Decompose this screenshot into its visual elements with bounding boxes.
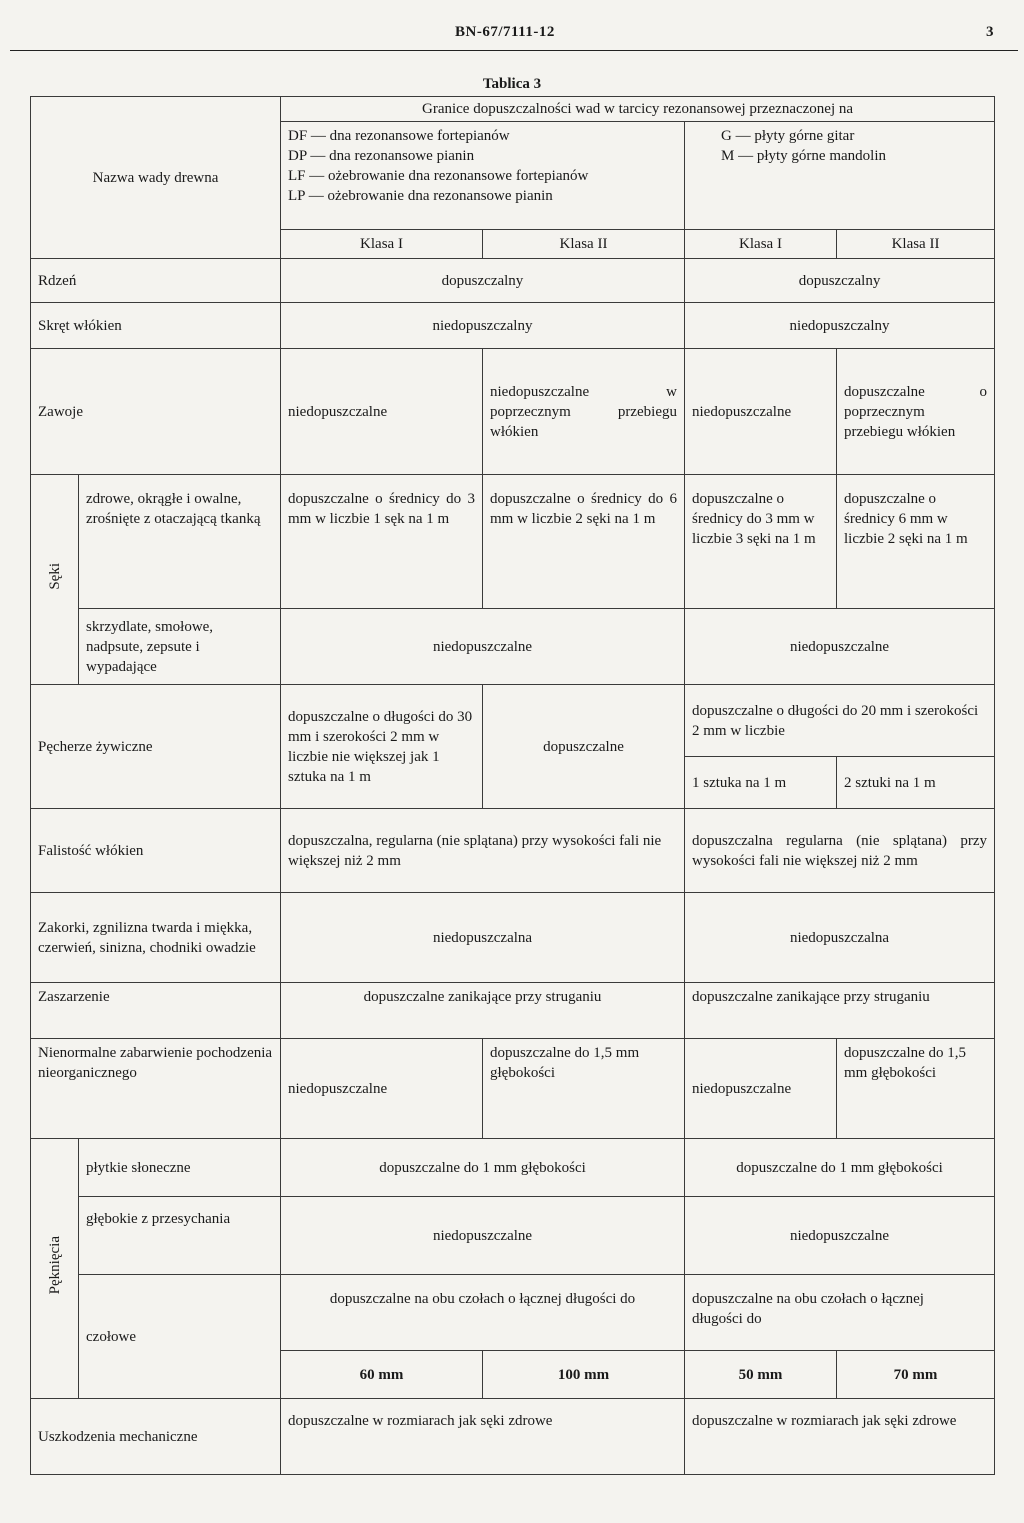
class-header-g1-k2: Klasa II bbox=[483, 230, 685, 259]
falistosc-g1: dopuszczalna, regularna (nie splątana) przy wysokości fali nie większej niż 2 mm bbox=[281, 809, 685, 893]
seki-zdrowe-g2-k1: dopuszczalne o średnicy do 3 mm w liczbie 3 sęki na 1 m bbox=[685, 475, 837, 609]
defects-table bbox=[30, 96, 995, 1475]
zabarwienie-g1-k2: dopuszczalne do 1,5 mm głębokości bbox=[483, 1039, 685, 1139]
falistosc-g2: dopuszczalna regularna (nie splątana) przy wysokości fali nie większej niż 2 mm bbox=[685, 809, 995, 893]
zakorki-g2: niedopuszczalna bbox=[685, 893, 995, 983]
group-label-seki: Sęki bbox=[46, 563, 63, 590]
seki-zdrowe-g2-k2: dopuszczalne o średnicy 6 mm w liczbie 2 sęki na 1 m bbox=[837, 475, 995, 609]
row-name-czolowe: czołowe bbox=[79, 1275, 281, 1399]
abbr-g: G — płyty górne gitar bbox=[721, 128, 855, 144]
skret-g2: niedopuszczalny bbox=[685, 303, 995, 349]
pecherze-g1-k2: dopuszczalne bbox=[483, 685, 685, 809]
pecherze-g2: dopuszczalne o długości do 20 mm i szerokości 2 mm w liczbie bbox=[685, 685, 995, 757]
seki-zdrowe-g1-k1: dopuszczalne o średnicy do 3 mm w liczbie 1 sęk na 1 m bbox=[281, 475, 483, 609]
abbr-dp: DP — dna rezonansowe pianin bbox=[288, 148, 475, 164]
czolowe-g2-k1: 50 mm bbox=[685, 1351, 837, 1399]
czolowe-g1-k2: 100 mm bbox=[483, 1351, 685, 1399]
pecherze-g2-k1: 1 sztuka na 1 m bbox=[685, 757, 837, 809]
page-header bbox=[0, 22, 1024, 48]
seki-zdrowe-g1-k2: dopuszczalne o średnicy do 6 mm w liczbie 2 sęki na 1 m bbox=[483, 475, 685, 609]
czolowe-g1-k1: 60 mm bbox=[281, 1351, 483, 1399]
pecherze-g1-k1: dopuszczalne o długości do 30 mm i szerokości 2 mm w liczbie nie większej jak 1 sztuka na 1 m bbox=[281, 685, 483, 809]
class-header-g2-k2: Klasa II bbox=[837, 230, 995, 259]
seki-skrzydlate-g1: niedopuszczalne bbox=[281, 609, 685, 685]
group-label-pekniecia: Pęknięcia bbox=[46, 1236, 63, 1295]
zaszarzenie-g1: dopuszczalne zanikające przy struganiu bbox=[281, 983, 685, 1039]
group1-abbreviations bbox=[281, 122, 685, 230]
abbr-m: M — płyty górne mandolin bbox=[721, 148, 886, 164]
uszkodzenia-g1: dopuszczalne w rozmiarach jak sęki zdrowe bbox=[281, 1399, 685, 1475]
row-name-zakorki: Zakorki, zgnilizna twarda i miękka, czerwień, sinizna, chodniki owadzie bbox=[31, 893, 281, 983]
row-name-skret: Skręt włókien bbox=[31, 303, 281, 349]
row-name-pecherze: Pęcherze żywiczne bbox=[31, 685, 281, 809]
zawoje-g1-k1: niedopuszczalne bbox=[281, 349, 483, 475]
uszkodzenia-g2: dopuszczalne w rozmiarach jak sęki zdrowe bbox=[685, 1399, 995, 1475]
row-name-zaszarzenie: Zaszarzenie bbox=[31, 983, 281, 1039]
class-header-g1-k1: Klasa I bbox=[281, 230, 483, 259]
header-rule bbox=[10, 50, 1018, 51]
czolowe-g2-k2: 70 mm bbox=[837, 1351, 995, 1399]
row-name-seki-skrzydlate: skrzydlate, smołowe, nadpsute, zepsute i wypadające bbox=[79, 609, 281, 685]
table-title: Tablica 3 bbox=[482, 76, 542, 92]
document-code: BN-67/7111-12 bbox=[455, 24, 555, 40]
pecherze-g2-k2: 2 sztuki na 1 m bbox=[837, 757, 995, 809]
abbr-lp: LP — ożebrowanie dna rezonansowe pianin bbox=[288, 188, 553, 204]
row-name-zabarwienie: Nienormalne zabarwienie pochodzenia nieorganicznego bbox=[31, 1039, 281, 1139]
page-number: 3 bbox=[986, 24, 994, 40]
glebokie-g2: niedopuszczalne bbox=[685, 1197, 995, 1275]
row-name-seki-zdrowe: zdrowe, okrągłe i owalne, zrośnięte z otaczającą tkanką bbox=[79, 475, 281, 609]
zaszarzenie-g2: dopuszczalne zanikające przy struganiu bbox=[685, 983, 995, 1039]
row-name-uszkodzenia: Uszkodzenia mechaniczne bbox=[31, 1399, 281, 1475]
plytkie-g2: dopuszczalne do 1 mm głębokości bbox=[685, 1139, 995, 1197]
row-name-rdzen: Rdzeń bbox=[31, 259, 281, 303]
zakorki-g1: niedopuszczalna bbox=[281, 893, 685, 983]
zabarwienie-g2-k1: niedopuszczalne bbox=[685, 1039, 837, 1139]
limits-header: Granice dopuszczalności wad w tarcicy rezonansowej przeznaczonej na bbox=[281, 97, 995, 122]
rdzen-g1: dopuszczalny bbox=[281, 259, 685, 303]
class-header-g2-k1: Klasa I bbox=[685, 230, 837, 259]
czolowe-g1: dopuszczalne na obu czołach o łącznej długości do bbox=[281, 1275, 685, 1351]
group-pekniecia bbox=[31, 1139, 79, 1399]
group-seki bbox=[31, 475, 79, 685]
zabarwienie-g1-k1: niedopuszczalne bbox=[281, 1039, 483, 1139]
rdzen-g2: dopuszczalny bbox=[685, 259, 995, 303]
defect-name-header: Nazwa wady drewna bbox=[31, 97, 281, 259]
row-name-glebokie: głębokie z przesychania bbox=[79, 1197, 281, 1275]
row-name-zawoje: Zawoje bbox=[31, 349, 281, 475]
czolowe-g2: dopuszczalne na obu czołach o łącznej długości do bbox=[685, 1275, 995, 1351]
skret-g1: niedopuszczalny bbox=[281, 303, 685, 349]
zawoje-g2-k2: dopuszczalne o poprzecznym przebiegu włókien bbox=[837, 349, 995, 475]
seki-skrzydlate-g2: niedopuszczalne bbox=[685, 609, 995, 685]
zabarwienie-g2-k2: dopuszczalne do 1,5 mm głębokości bbox=[837, 1039, 995, 1139]
zawoje-g1-k2: niedopuszczalne w poprzecznym przebiegu włókien bbox=[483, 349, 685, 475]
row-name-plytkie: płytkie słoneczne bbox=[79, 1139, 281, 1197]
plytkie-g1: dopuszczalne do 1 mm głębokości bbox=[281, 1139, 685, 1197]
abbr-lf: LF — ożebrowanie dna rezonansowe fortepianów bbox=[288, 168, 589, 184]
abbr-df: DF — dna rezonansowe fortepianów bbox=[288, 128, 510, 144]
zawoje-g2-k1: niedopuszczalne bbox=[685, 349, 837, 475]
row-name-falistosc: Falistość włókien bbox=[31, 809, 281, 893]
glebokie-g1: niedopuszczalne bbox=[281, 1197, 685, 1275]
group2-abbreviations bbox=[685, 122, 995, 230]
